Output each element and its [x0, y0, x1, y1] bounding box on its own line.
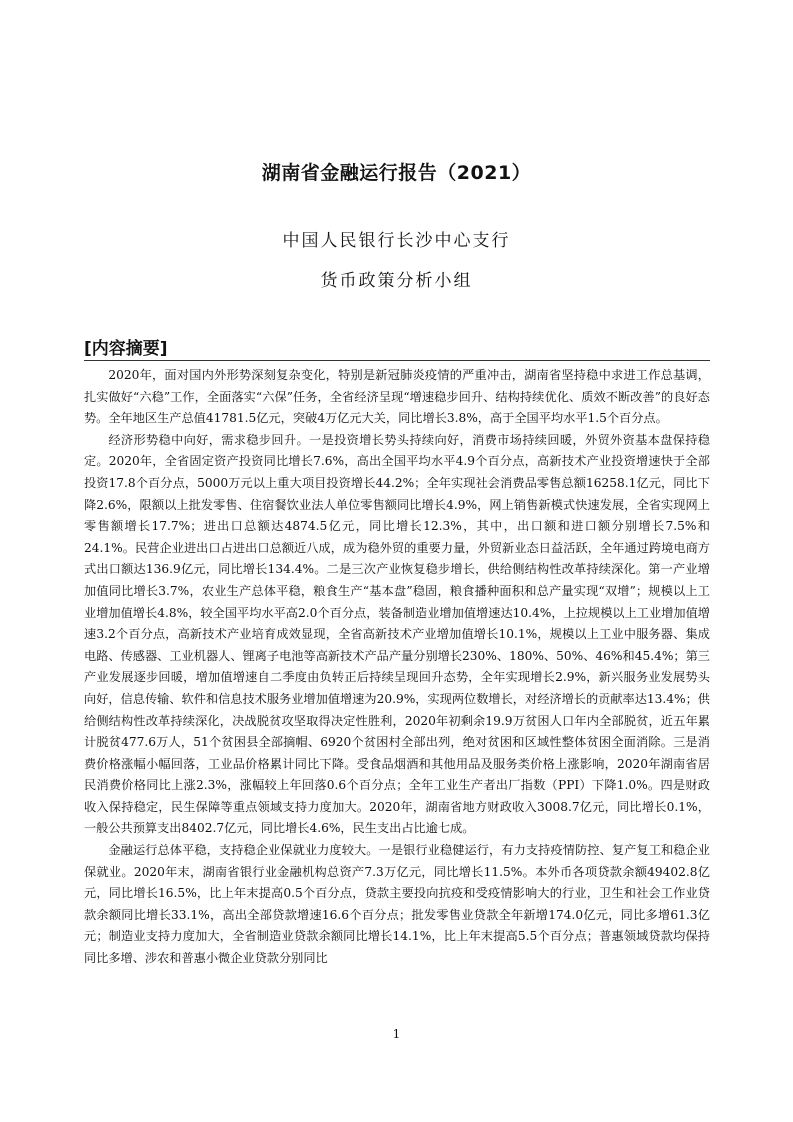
abstract-paragraph: 2020年，面对国内外形势深刻复杂变化，特别是新冠肺炎疫情的严重冲击，湖南省坚持稳中求进工作总基调，扎实做好“六稳”工作，全面落实“六保”任务，全省经济呈现“增速稳步回升、结构持续优化、质效不断改善”的良好态势。全年地区生产总值41781.5亿元，突破4万亿元大关，同比增长3.8%，高于全国平均水平1.5个百分点。 — [84, 368, 710, 426]
abstract-paragraph: 经济形势稳中向好，需求稳步回升。一是投资增长势头持续向好，消费市场持续回暖，外贸外资基本盘保持稳定。2020年，全省固定资产投资同比增长7.6%，高出全国平均水平4.9个百分点，高新技术产业投资增速快于全部投资17.8个百分点，5000万元以上重大项目投资增长44.2%；全年实现社会消费品零售总额16258.1亿元，同比下降2.6%，限额以上批发零售、住宿餐饮业法人单位零售额同比增长4.9%，网上销售新模式快速发展，全省实现网上零售额增长17.7%；进出口总额达4874.5亿元，同比增长12.3%，其中，出口额和进口额分别增长7.5%和24.1%。民营企业进出口占进出口总额近八成，成为稳外贸的重要力量，外贸新业态日益活跃，全年通过跨境电商方式出口额达136.9亿元，同比增长134.4%。二是三次产业恢复稳步增长，供给侧结构性改革持续深化。第一产业增加值同比增长3.7%，农业生产总体平稳，粮食生产“基本盘”稳固，粮食播种面积和总产量实现“双增”；规模以上工业增加值增长4.8%，较全国平均水平高2.0个百分点，装备制造业增加值增速达10.4%，上拉规模以上工业增加值增速3.2个百分点，高新技术产业培育成效显现，全省高新技术产业增加值增长10.1%，规模以上工业中服务器、集成电路、传感器、工业机器人、锂离子电池等高新技术产品产量分别增长230%、180%、50%、46%和45.4%；第三产业发展逐步回暖，增加值增速自二季度由负转正后持续呈现回升态势，全年实现增长2.9%，新兴服务业发展势头向好，信息传输、软件和信息技术服务业增加值增速为20.9%，实现两位数增长，对经济增长的贡献率达13.4%；供给侧结构性改革持续深化，决战脱贫攻坚取得决定性胜利，2020年初剩余19.9万贫困人口年内全部脱贫，近五年累计脱贫477.6万人，51个贫困县全部摘帽、6920个贫困村全部出列，绝对贫困和区域性整体贫困全面消除。三是消费价格涨幅小幅回落，工业品价格累计同比下降。受食品烟酒和其他用品及服务类价格上涨影响，2020年湖南省居民消费价格同比上涨2.3%，涨幅较上年回落0.6个百分点；全年工业生产者出厂指数（PPI）下降1.0%。四是财政收入保持稳定，民生保障等重点领域支持力度加大。2020年，湖南省地方财政收入3008.7亿元，同比增长0.1%，一般公共预算支出8402.7亿元，同比增长4.6%，民生支出占比逾七成。 — [84, 432, 710, 836]
author-team: 货币政策分析小组 — [320, 271, 473, 291]
report-title: 湖南省金融运行报告（2021） — [261, 162, 532, 184]
abstract-body — [84, 365, 710, 970]
section-divider — [84, 360, 710, 361]
section-heading: [内容摘要] — [84, 339, 168, 359]
author-organization: 中国人民银行长沙中心支行 — [282, 231, 511, 251]
abstract-paragraph: 金融运行总体平稳，支持稳企业保就业力度较大。一是银行业稳健运行，有力支持疫情防控、复产复工和稳企业保就业。2020年末，湖南省银行业金融机构总资产7.3万亿元，同比增长11.5%。本外币各项贷款余额49402.8亿元，同比增长16.5%，比上年末提高0.5个百分点，贷款主要投向抗疫和受疫情影响大的行业，卫生和社会工作业贷款余额同比增长33.1%，高出全部贷款增速16.6个百分点；批发零售业贷款全年新增174.0亿元，同比多增61.3亿元；制造业支持力度加大，全省制造业贷款余额同比增长14.1%，比上年末提高5.5个百分点；普惠领域贷款均保持同比多增、涉农和普惠小微企业贷款分别同比 — [84, 843, 710, 966]
page-number: 1 — [392, 1027, 401, 1041]
